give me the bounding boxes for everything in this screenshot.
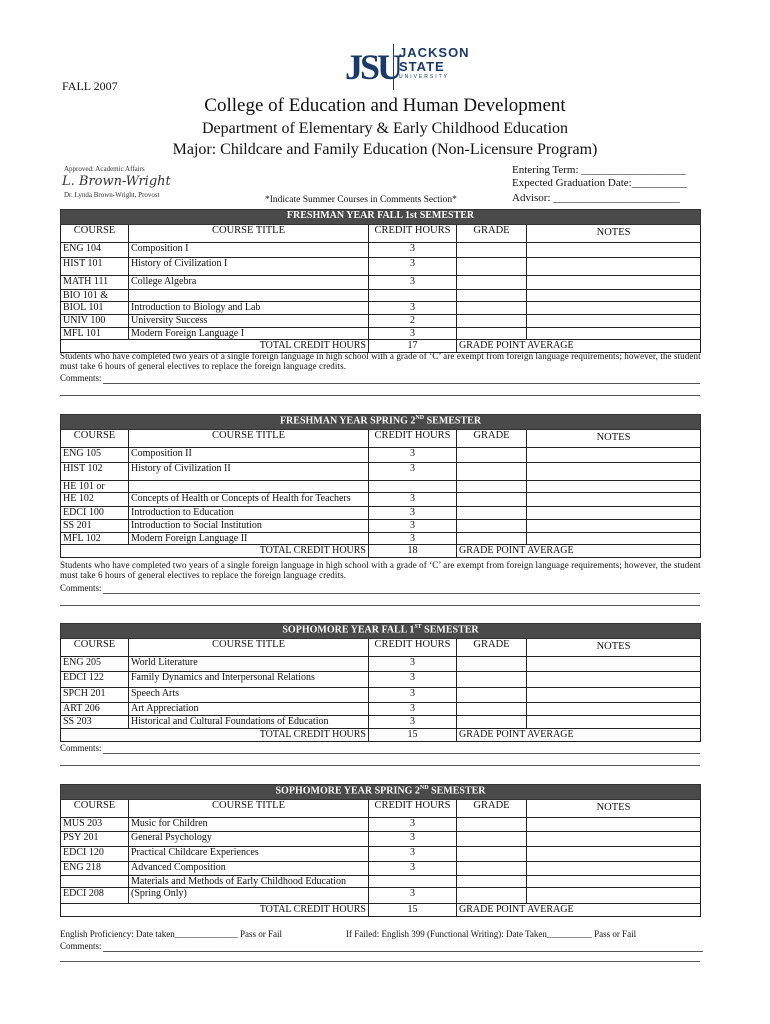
total-credit: 15 [369, 729, 457, 742]
credit-hours: 3 [369, 832, 457, 847]
grade-cell[interactable] [457, 315, 527, 328]
grade-cell[interactable] [457, 533, 527, 545]
table-row [61, 258, 701, 276]
grade-cell[interactable] [457, 258, 527, 276]
grade-cell[interactable] [457, 481, 527, 493]
table-row [61, 657, 701, 672]
notes-cell[interactable] [527, 672, 701, 688]
credit-hours [369, 876, 457, 888]
table-row [61, 276, 701, 290]
total-credit: 17 [369, 340, 457, 353]
table-row [61, 847, 701, 862]
course-title: Introduction to Social Institution [129, 520, 369, 533]
table-row [61, 832, 701, 847]
logo-monogram: JSU [345, 47, 401, 87]
credit-hours: 3 [369, 672, 457, 688]
grade-cell[interactable] [457, 493, 527, 507]
grade-cell[interactable] [457, 520, 527, 533]
university-logo [343, 44, 473, 92]
semester-title: SOPHOMORE YEAR SPRING 2ND SEMESTER [61, 785, 701, 800]
course-title: Historical and Cultural Foundations of Education [129, 716, 369, 729]
course-code: MFL 102 [61, 533, 129, 545]
notes-cell[interactable] [527, 847, 701, 862]
expected-graduation-field[interactable]: Expected Graduation Date:__________ [512, 177, 687, 189]
credit-hours: 3 [369, 276, 457, 290]
credit-hours: 3 [369, 657, 457, 672]
course-title: Modern Foreign Language II [129, 533, 369, 545]
col-header-title: COURSE TITLE [129, 639, 369, 657]
table-row [61, 302, 701, 315]
course-code: MUS 203 [61, 818, 129, 832]
course-title: General Psychology [129, 832, 369, 847]
notes-cell[interactable] [527, 302, 701, 315]
semester-table [60, 209, 701, 353]
course-code: SS 203 [61, 716, 129, 729]
course-code: EDCI 100 [61, 507, 129, 520]
grade-cell[interactable] [457, 672, 527, 688]
notes-cell[interactable] [527, 258, 701, 276]
table-row [61, 533, 701, 545]
course-code [61, 876, 129, 888]
col-header-notes: NOTES [527, 430, 701, 448]
comments-line[interactable] [60, 961, 700, 962]
foreign-language-note: Students who have completed two years of a single foreign language in high school with a grade of ‘C’ are exempt from foreign language requirements; however, the student must take 6 hours of general electives to replace the foreign language credits. [60, 351, 701, 371]
semester-title: FRESHMAN YEAR SPRING 2ND SEMESTER [61, 415, 701, 430]
course-code: SS 201 [61, 520, 129, 533]
col-header-notes: NOTES [527, 225, 701, 243]
notes-cell[interactable] [527, 520, 701, 533]
notes-cell[interactable] [527, 703, 701, 716]
table-row [61, 463, 701, 481]
table-row [61, 703, 701, 716]
course-title: (Spring Only) [129, 888, 369, 904]
foreign-language-note: Students who have completed two years of a single foreign language in high school with a grade of ‘C’ are exempt from foreign language requirements; however, the student must take 6 hours of general electives to replace the foreign language credits. [60, 560, 701, 580]
table-row [61, 315, 701, 328]
logo-line3: UNIVERSITY [399, 74, 450, 80]
grade-cell[interactable] [457, 448, 527, 463]
total-label: TOTAL CREDIT HOURS [61, 729, 369, 742]
credit-hours: 3 [369, 493, 457, 507]
comments-line[interactable] [60, 605, 700, 606]
table-row [61, 818, 701, 832]
col-header-title: COURSE TITLE [129, 430, 369, 448]
course-code: ENG 104 [61, 243, 129, 258]
comments-line[interactable] [103, 951, 703, 952]
col-header-title: COURSE TITLE [129, 800, 369, 818]
table-row [61, 243, 701, 258]
notes-cell[interactable] [527, 832, 701, 847]
major-title: Major: Childcare and Family Education (Non-Licensure Program) [172, 141, 598, 158]
logo-line1: JACKSON [399, 45, 470, 60]
grade-cell[interactable] [457, 243, 527, 258]
col-header-title: COURSE TITLE [129, 225, 369, 243]
semester-title-sup: ST [414, 624, 422, 630]
comments-line[interactable] [103, 593, 700, 594]
notes-cell[interactable] [527, 448, 701, 463]
table-row [61, 672, 701, 688]
comments-line[interactable] [60, 395, 700, 396]
course-title: Concepts of Health or Concepts of Health for Teachers [129, 493, 369, 507]
grade-cell[interactable] [457, 832, 527, 847]
total-credit: 15 [369, 904, 457, 917]
comments-label: Comments: [60, 583, 102, 593]
notes-cell[interactable] [527, 463, 701, 481]
course-title: Modern Foreign Language I [129, 328, 369, 340]
credit-hours: 3 [369, 888, 457, 904]
grade-cell[interactable] [457, 688, 527, 703]
credit-hours: 3 [369, 862, 457, 876]
gpa-label[interactable]: GRADE POINT AVERAGE [457, 340, 701, 353]
course-code: UNIV 100 [61, 315, 129, 328]
signature: L. Brown-Wright [62, 174, 171, 189]
total-label: TOTAL CREDIT HOURS [61, 545, 369, 558]
course-title: Art Appreciation [129, 703, 369, 716]
notes-cell[interactable] [527, 688, 701, 703]
grade-cell[interactable] [457, 507, 527, 520]
total-row [61, 904, 701, 917]
course-title: Composition I [129, 243, 369, 258]
course-code: SPCH 201 [61, 688, 129, 703]
credit-hours: 3 [369, 243, 457, 258]
grade-cell[interactable] [457, 888, 527, 904]
course-code: ENG 105 [61, 448, 129, 463]
advisor-field[interactable]: Advisor: _______________________ [512, 192, 680, 204]
course-title: Practical Childcare Experiences [129, 847, 369, 862]
credit-hours: 3 [369, 688, 457, 703]
course-title: Advanced Composition [129, 862, 369, 876]
course-code: MATH 111 [61, 276, 129, 290]
grade-cell[interactable] [457, 862, 527, 876]
course-code: HE 101 or [61, 481, 129, 493]
credit-hours: 3 [369, 818, 457, 832]
english-proficiency-right[interactable]: If Failed: English 399 (Functional Writing): Date Taken__________ Pass or Fail [346, 929, 637, 939]
comments-line[interactable] [103, 383, 700, 384]
grade-cell[interactable] [457, 302, 527, 315]
notes-cell[interactable] [527, 888, 701, 904]
notes-cell[interactable] [527, 276, 701, 290]
notes-cell[interactable] [527, 243, 701, 258]
credit-hours: 3 [369, 258, 457, 276]
grade-cell[interactable] [457, 703, 527, 716]
col-header-course: COURSE [61, 430, 129, 448]
credit-hours: 3 [369, 463, 457, 481]
grade-cell[interactable] [457, 657, 527, 672]
english-proficiency-left[interactable]: English Proficiency: Date taken______________ Pass or Fail [60, 929, 282, 939]
comments-label: Comments: [60, 941, 102, 951]
department-title: Department of Elementary & Early Childhood Education [201, 120, 569, 137]
course-title [129, 290, 369, 302]
notes-cell[interactable] [527, 533, 701, 545]
credit-hours: 3 [369, 716, 457, 729]
grade-cell[interactable] [457, 328, 527, 340]
comments-line[interactable] [103, 753, 700, 754]
grade-cell[interactable] [457, 876, 527, 888]
notes-cell[interactable] [527, 818, 701, 832]
table-row [61, 290, 701, 302]
col-header-credit: CREDIT HOURS [369, 430, 457, 448]
col-header-grade: GRADE [457, 639, 527, 657]
grade-cell[interactable] [457, 463, 527, 481]
course-code: HIST 102 [61, 463, 129, 481]
notes-cell[interactable] [527, 290, 701, 302]
credit-hours [369, 481, 457, 493]
course-code: MFL 101 [61, 328, 129, 340]
total-row [61, 545, 701, 558]
table-row [61, 507, 701, 520]
grade-cell[interactable] [457, 847, 527, 862]
course-title: Introduction to Education [129, 507, 369, 520]
course-code: EDCI 120 [61, 847, 129, 862]
course-code: PSY 201 [61, 832, 129, 847]
credit-hours: 3 [369, 703, 457, 716]
credit-hours: 3 [369, 847, 457, 862]
course-title: Composition II [129, 448, 369, 463]
col-header-credit: CREDIT HOURS [369, 639, 457, 657]
semester-title-sup: ND [415, 415, 425, 421]
col-header-course: COURSE [61, 225, 129, 243]
table-row [61, 862, 701, 876]
course-code: ENG 218 [61, 862, 129, 876]
table-row [61, 328, 701, 340]
notes-cell[interactable] [527, 716, 701, 729]
table-row [61, 493, 701, 507]
course-code: BIOL 101 [61, 302, 129, 315]
credit-hours: 3 [369, 507, 457, 520]
table-row [61, 888, 701, 904]
total-credit: 18 [369, 545, 457, 558]
total-label: TOTAL CREDIT HOURS [61, 904, 369, 917]
semester-table [60, 784, 701, 917]
credit-hours [369, 290, 457, 302]
gpa-label[interactable]: GRADE POINT AVERAGE [457, 545, 701, 558]
gpa-label[interactable]: GRADE POINT AVERAGE [457, 729, 701, 742]
course-code: EDCI 208 [61, 888, 129, 904]
comments-line[interactable] [60, 765, 700, 766]
semester-title: SOPHOMORE YEAR FALL 1ST SEMESTER [61, 624, 701, 639]
notes-cell[interactable] [527, 862, 701, 876]
course-code: HIST 101 [61, 258, 129, 276]
credit-hours: 3 [369, 448, 457, 463]
table-row [61, 688, 701, 703]
course-title: Family Dynamics and Interpersonal Relations [129, 672, 369, 688]
course-code: EDCI 122 [61, 672, 129, 688]
col-header-grade: GRADE [457, 800, 527, 818]
notes-cell[interactable] [527, 493, 701, 507]
term-label: FALL 2007 [62, 79, 118, 93]
approved-label: Approved: Academic Affairs [64, 165, 145, 173]
course-title: College Algebra [129, 276, 369, 290]
col-header-notes: NOTES [527, 800, 701, 818]
notes-cell[interactable] [527, 876, 701, 888]
course-title: History of Civilization I [129, 258, 369, 276]
provost-label: Dr. Lynda Brown-Wright, Provost [64, 191, 160, 199]
comments-label: Comments: [60, 743, 102, 753]
course-title: Music for Children [129, 818, 369, 832]
semester-table [60, 623, 701, 742]
course-title: University Success [129, 315, 369, 328]
gpa-label[interactable]: GRADE POINT AVERAGE [457, 904, 701, 917]
semester-title-sup: ND [419, 785, 429, 791]
course-title: Speech Arts [129, 688, 369, 703]
credit-hours: 3 [369, 533, 457, 545]
table-row [61, 716, 701, 729]
credit-hours: 3 [369, 520, 457, 533]
course-title: World Literature [129, 657, 369, 672]
credit-hours: 3 [369, 302, 457, 315]
semester-table [60, 414, 701, 558]
col-header-grade: GRADE [457, 430, 527, 448]
table-row [61, 520, 701, 533]
notes-cell[interactable] [527, 507, 701, 520]
course-title [129, 481, 369, 493]
col-header-grade: GRADE [457, 225, 527, 243]
course-code: ENG 205 [61, 657, 129, 672]
logo-line2: STATE [399, 59, 445, 74]
col-header-credit: CREDIT HOURS [369, 225, 457, 243]
total-label: TOTAL CREDIT HOURS [61, 340, 369, 353]
course-title: Materials and Methods of Early Childhood Education [129, 876, 369, 888]
col-header-notes: NOTES [527, 639, 701, 657]
credit-hours: 3 [369, 328, 457, 340]
col-header-course: COURSE [61, 639, 129, 657]
college-title: College of Education and Human Development [204, 95, 566, 116]
grade-cell[interactable] [457, 290, 527, 302]
comments-label: Comments: [60, 373, 102, 383]
grade-cell[interactable] [457, 818, 527, 832]
col-header-course: COURSE [61, 800, 129, 818]
entering-term-field[interactable]: Entering Term: ___________________ [512, 164, 686, 176]
credit-hours: 2 [369, 315, 457, 328]
total-row [61, 729, 701, 742]
notes-cell[interactable] [527, 315, 701, 328]
grade-cell[interactable] [457, 276, 527, 290]
notes-cell[interactable] [527, 328, 701, 340]
notes-cell[interactable] [527, 657, 701, 672]
grade-cell[interactable] [457, 716, 527, 729]
table-row [61, 448, 701, 463]
course-code: ART 206 [61, 703, 129, 716]
course-title: History of Civilization II [129, 463, 369, 481]
col-header-credit: CREDIT HOURS [369, 800, 457, 818]
course-code: HE 102 [61, 493, 129, 507]
semester-title: FRESHMAN YEAR FALL 1st SEMESTER [61, 210, 701, 225]
notes-cell[interactable] [527, 481, 701, 493]
summer-courses-note: *Indicate Summer Courses in Comments Section* [265, 195, 457, 205]
table-row [61, 481, 701, 493]
table-row [61, 876, 701, 888]
course-code: BIO 101 & [61, 290, 129, 302]
course-title: Introduction to Biology and Lab [129, 302, 369, 315]
